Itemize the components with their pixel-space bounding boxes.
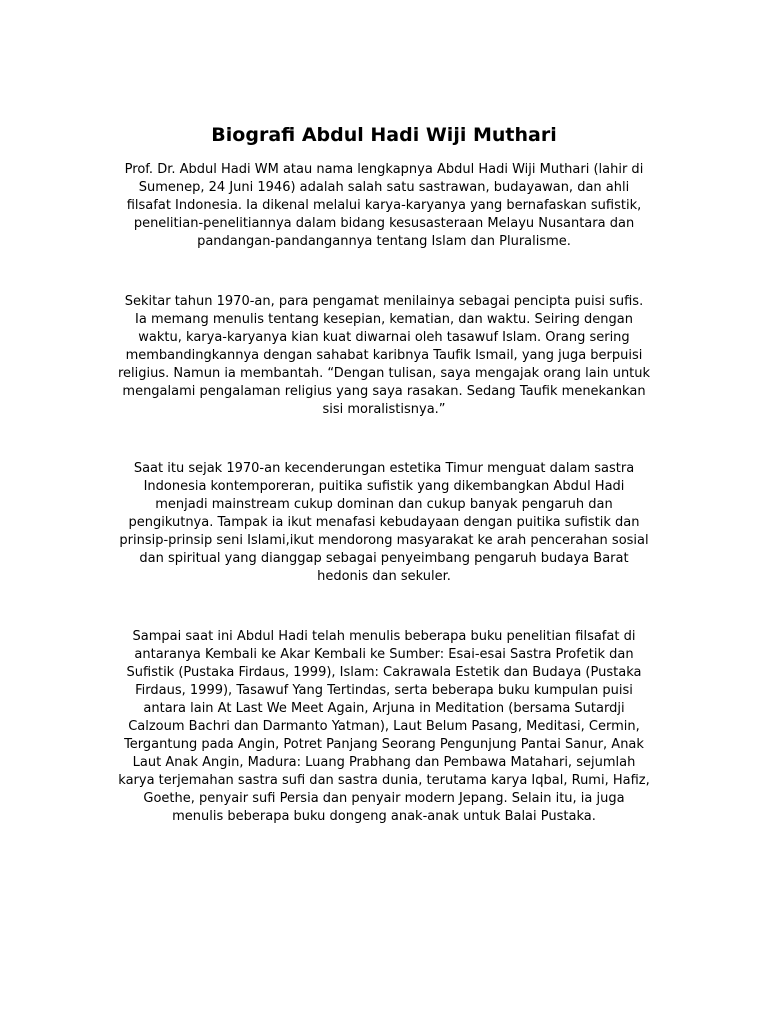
- paragraph-line: Saat itu sejak 1970-an kecenderungan estetika Timur menguat dalam sastra: [133, 461, 635, 476]
- paragraph-1970s: [0, 293, 768, 419]
- paragraph-works: [0, 628, 768, 826]
- paragraph-line: Sampai saat ini Abdul Hadi telah menulis beberapa buku penelitian filsafat di: [132, 629, 636, 644]
- paragraph-line: prinsip-prinsip seni Islami,ikut mendorong masyarakat ke arah pencerahan sosial: [119, 533, 649, 548]
- paragraph-line: sisi moralistisnya.”: [322, 402, 446, 417]
- paragraph-line: waktu, karya-karyanya kian kuat diwarnai oleh tasawuf Islam. Orang sering: [138, 330, 630, 345]
- paragraph-line: religius. Namun ia membantah. “Dengan tulisan, saya mengajak orang lain untuk: [117, 366, 651, 381]
- paragraph-line: Firdaus, 1999), Tasawuf Yang Tertindas, serta beberapa buku kumpulan puisi: [135, 683, 633, 698]
- paragraph-line: pengikutnya. Tampak ia ikut menafasi kebudayaan dengan puitika sufistik dan: [128, 515, 640, 530]
- paragraph-line: Sekitar tahun 1970-an, para pengamat menilainya sebagai pencipta puisi sufis.: [124, 294, 644, 309]
- paragraph-line: Prof. Dr. Abdul Hadi WM atau nama lengkapnya Abdul Hadi Wiji Muthari (lahir di: [124, 162, 644, 177]
- paragraph-line: Laut Anak Angin, Madura: Luang Prabhang dan Pembawa Matahari, sejumlah: [132, 755, 636, 770]
- paragraph-line: menjadi mainstream cukup dominan dan cukup banyak pengaruh dan: [155, 497, 613, 512]
- paragraph-line: dan spiritual yang dianggap sebagai penyeimbang pengaruh budaya Barat: [139, 551, 629, 566]
- paragraph-line: Sufistik (Pustaka Firdaus, 1999), Islam: Cakrawala Estetik dan Budaya (Pustaka: [126, 665, 642, 680]
- paragraph-line: Indonesia kontemporeran, puitika sufistik yang dikembangkan Abdul Hadi: [143, 479, 625, 494]
- paragraph-line: karya terjemahan sastra sufi dan sastra dunia, terutama karya Iqbal, Rumi, Hafiz,: [118, 773, 650, 788]
- paragraph-line: filsafat Indonesia. Ia dikenal melalui karya-karyanya yang bernafaskan sufistik,: [126, 198, 642, 213]
- paragraph-line: antara lain At Last We Meet Again, Arjuna in Meditation (bersama Sutardji: [143, 701, 625, 716]
- paragraph-line: antaranya Kembali ke Akar Kembali ke Sumber: Esai-esai Sastra Profetik dan: [134, 647, 634, 662]
- paragraph-line: Sumenep, 24 Juni 1946) adalah salah satu sastrawan, budayawan, dan ahli: [138, 180, 630, 195]
- paragraph-line: hedonis dan sekuler.: [317, 569, 451, 584]
- paragraph-line: Goethe, penyair sufi Persia dan penyair modern Jepang. Selain itu, ia juga: [143, 791, 625, 806]
- paragraph-line: membandingkannya dengan sahabat karibnya Taufik Ismail, yang juga berpuisi: [125, 348, 643, 363]
- paragraph-line: mengalami pengalaman religius yang saya rasakan. Sedang Taufik menekankan: [122, 384, 646, 399]
- paragraph-line: Tergantung pada Angin, Potret Panjang Seorang Pengunjung Pantai Sanur, Anak: [124, 737, 644, 752]
- paragraph-line: penelitian-penelitiannya dalam bidang kesusasteraan Melayu Nusantara dan: [133, 216, 635, 231]
- paragraph-aesthetics: [0, 460, 768, 586]
- paragraph-line: pandangan-pandangannya tentang Islam dan Pluralisme.: [197, 234, 571, 249]
- paragraph-line: Ia memang menulis tentang kesepian, kematian, dan waktu. Seiring dengan: [135, 312, 633, 327]
- paragraph-line: menulis beberapa buku dongeng anak-anak untuk Balai Pustaka.: [172, 809, 596, 824]
- paragraph-intro: [0, 161, 768, 251]
- paragraph-line: Calzoum Bachri dan Darmanto Yatman), Laut Belum Pasang, Meditasi, Cermin,: [128, 719, 640, 734]
- document-title: Biografi Abdul Hadi Wiji Muthari: [211, 124, 557, 146]
